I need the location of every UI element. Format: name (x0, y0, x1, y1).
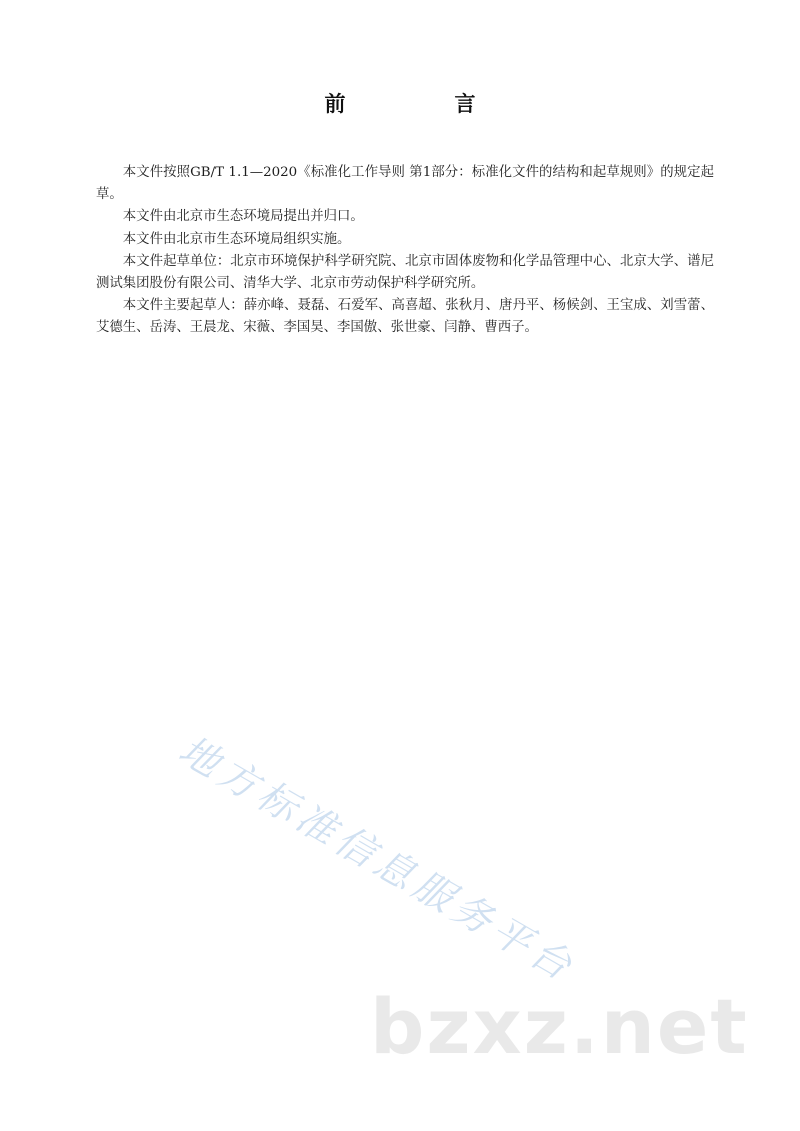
platform-watermark: 地方标准信息服务平台 (171, 727, 584, 992)
page-title: 前 言 (324, 92, 520, 116)
paragraph-implementer: 本文件由北京市生态环境局组织实施。 (122, 231, 351, 247)
paragraph-proposer: 本文件由北京市生态环境局提出并归口。 (122, 209, 364, 225)
paragraph-drafting-basis: 本文件按照GB/T 1.1—2020《标准化工作导则 第1部分：标准化文件的结构和起草规则》的规定起草。 (96, 165, 714, 203)
foreword-body (96, 162, 714, 340)
paragraph-drafting-units: 本文件起草单位：北京市环境保护科学研究院、北京市固体废物和化学品管理中心、北京大学、谱尼测试集团股份有限公司、清华大学、北京市劳动保护科学研究所。 (96, 253, 714, 292)
paragraph-drafters: 本文件主要起草人：薛亦峰、聂磊、石爱军、高喜超、张秋月、唐丹平、杨候剑、王宝成、刘雪蕾、艾德生、岳涛、王晨龙、宋薇、李国昊、李国傲、张世豪、闫静、曹西子。 (96, 298, 714, 336)
site-watermark: bzxz.net (370, 982, 749, 1071)
